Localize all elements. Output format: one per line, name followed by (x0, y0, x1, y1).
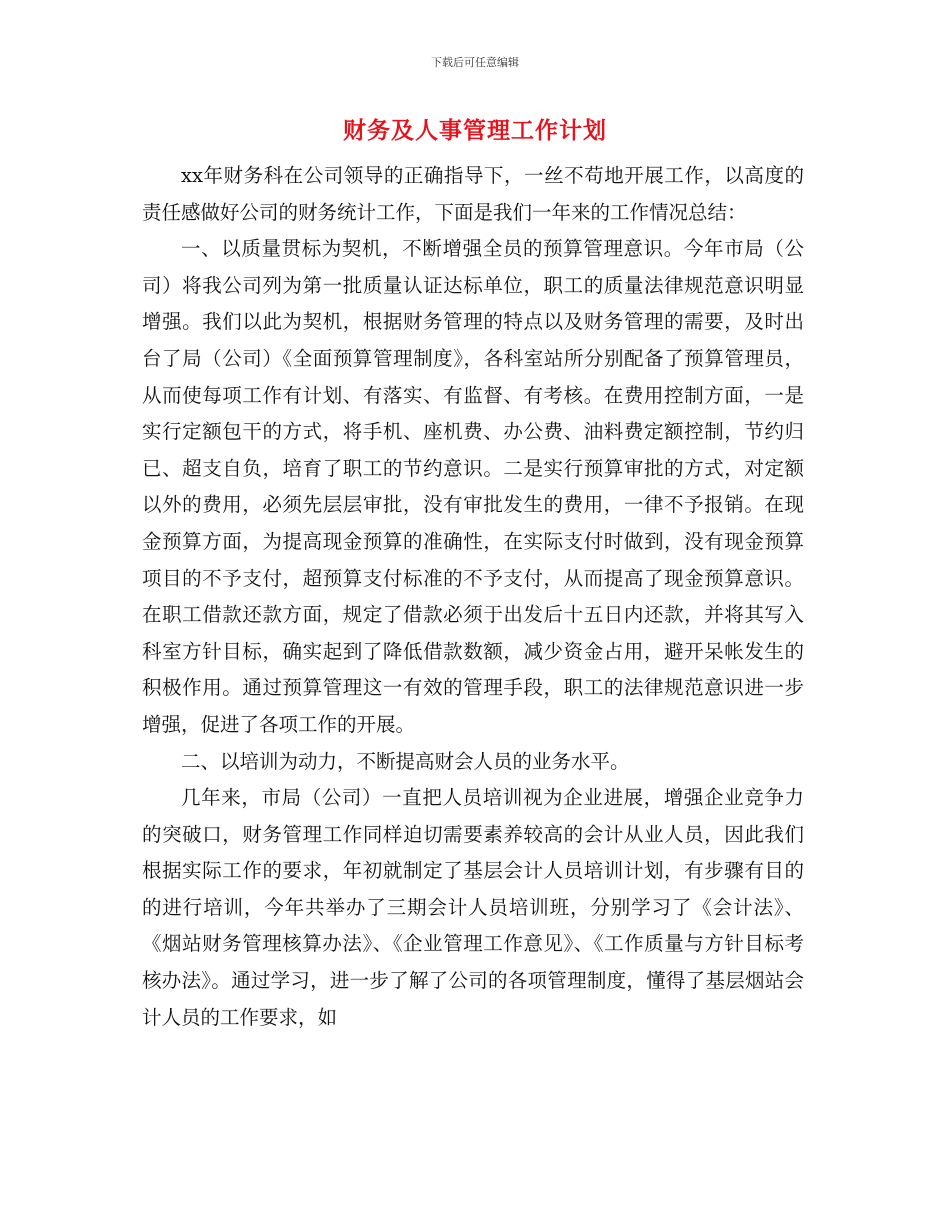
document-title: 财务及人事管理工作计划 (343, 118, 607, 144)
paragraph-section-2-heading: 二、以培训为动力，不断提高财会人员的业务水平。 (181, 749, 630, 773)
header-note: 下载后可任意编辑 (431, 56, 519, 69)
document-body (142, 158, 804, 1036)
paragraph-section-1: 一、以质量贯标为契机，不断增强全员的预算管理意识。今年市局（公司）将我公司列为第一批质量认证达标单位，职工的质量法律规范意识明显增强。我们以此为契机，根据财务管理的特点以及财务管理的需要，及时出台了局（公司）《全面预算管理制度》，各科室站所分别配备了预算管理员，从而使每项工作有计划、有落实、有监督、有考核。在费用控制方面，一是实行定额包干的方式，将手机、座机费、办公费、油料费定额控制，节约归已、超支自负，培育了职工的节约意识。二是实行预算审批的方式，对定额以外的费用，必须先层层审批，没有审批发生的费用，一律不予报销。在现金预算方面，为提高现金预算的准确性，在实际支付时做到，没有现金预算项目的不予支付，超预算支付标准的不予支付，从而提高了现金预算意识。在职工借款还款方面，规定了借款必须于出发后十五日内还款，并将其写入科室方针目标，确实起到了降低借款数额，减少资金占用，避开呆帐发生的积极作用。通过预算管理这一有效的管理手段，职工的法律规范意识进一步增强，促进了各项工作的开展。 (142, 237, 804, 736)
paragraph-intro: xx年财务科在公司领导的正确指导下，一丝不苟地开展工作，以高度的责任感做好公司的财务统计工作，下面是我们一年来的工作情况总结： (142, 164, 804, 224)
paragraph-section-2-body: 几年来，市局（公司）一直把人员培训视为企业进展，增强企业竞争力的突破口，财务管理工作同样迫切需要素养较高的会计从业人员，因此我们根据实际工作的要求，年初就制定了基层会计人员培训计划，有步骤有目的的进行培训，今年共举办了三期会计人员培训班，分别学习了《会计法》、《烟站财务管理核算办法》、《企业管理工作意见》、《工作质量与方针目标考核办法》。通过学习，进一步了解了公司的各项管理制度，懂得了基层烟站会计人员的工作要求，如 (142, 786, 804, 1029)
